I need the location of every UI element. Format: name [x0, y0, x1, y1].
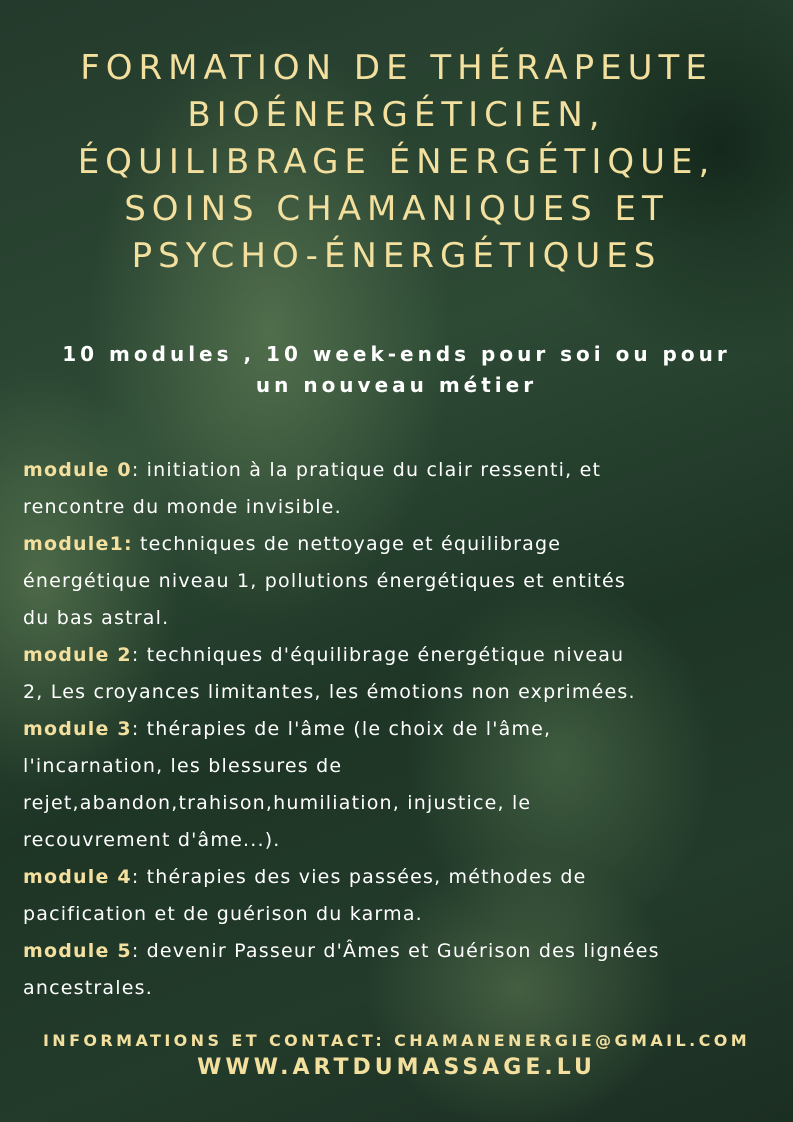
module-text: : thérapies des vies passées, méthodes de [131, 866, 587, 888]
module-text: : techniques d'équilibrage énergétique niveau [131, 644, 625, 666]
module-label: module1: [23, 533, 133, 555]
module-line: pacification et de guérison du karma. [23, 903, 423, 925]
module-label: module 0 [23, 459, 132, 481]
title-line: FORMATION DE THÉRAPEUTE [80, 48, 713, 88]
page-title [0, 45, 793, 280]
module-line: recouvrement d'âme...). [23, 829, 281, 851]
module-line [23, 933, 783, 970]
module-label: module 2 [23, 644, 132, 666]
title-line: PSYCHO-ÉNERGÉTIQUES [131, 236, 662, 276]
module-line: l'incarnation, les blessures de [23, 755, 343, 777]
module-list [23, 452, 783, 1007]
module-text: : devenir Passeur d'Âmes et Guérison des lignées [131, 940, 660, 962]
module-label: module 3 [23, 718, 132, 740]
module-line: ancestrales. [23, 977, 153, 999]
module-label: module 4 [23, 866, 132, 888]
module-line [23, 711, 783, 748]
module-line: énergétique niveau 1, pollutions énergétiques et entités [23, 570, 626, 592]
title-line: ÉQUILIBRAGE ÉNERGÉTIQUE, [77, 142, 716, 182]
module-text: : thérapies de l'âme (le choix de l'âme, [131, 718, 552, 740]
module-line: rejet,abandon,trahison,humiliation, injustice, le [23, 792, 532, 814]
module-line [23, 526, 783, 563]
module-label: module 5 [23, 940, 132, 962]
module-line [23, 859, 783, 896]
module-line [23, 637, 783, 674]
contact-info: INFORMATIONS ET CONTACT: CHAMANENERGIE@GMAIL.COM [42, 1031, 751, 1050]
title-line: SOINS CHAMANIQUES ET [124, 189, 669, 229]
website-link[interactable]: WWW.ARTDUMASSAGE.LU [197, 1055, 596, 1080]
module-text: techniques de nettoyage et équilibrage [132, 533, 562, 555]
module-line: 2, Les croyances limitantes, les émotions non exprimées. [23, 681, 636, 703]
subtitle-line: un nouveau métier [255, 373, 538, 397]
title-line: BIOÉNERGÉTICIEN, [187, 95, 606, 135]
subtitle [0, 339, 793, 401]
module-line [23, 452, 783, 489]
subtitle-line: 10 modules , 10 week-ends pour soi ou pour [62, 342, 731, 366]
module-line: du bas astral. [23, 607, 170, 629]
module-text: : initiation à la pratique du clair ressenti, et [131, 459, 602, 481]
module-line: rencontre du monde invisible. [23, 496, 342, 518]
